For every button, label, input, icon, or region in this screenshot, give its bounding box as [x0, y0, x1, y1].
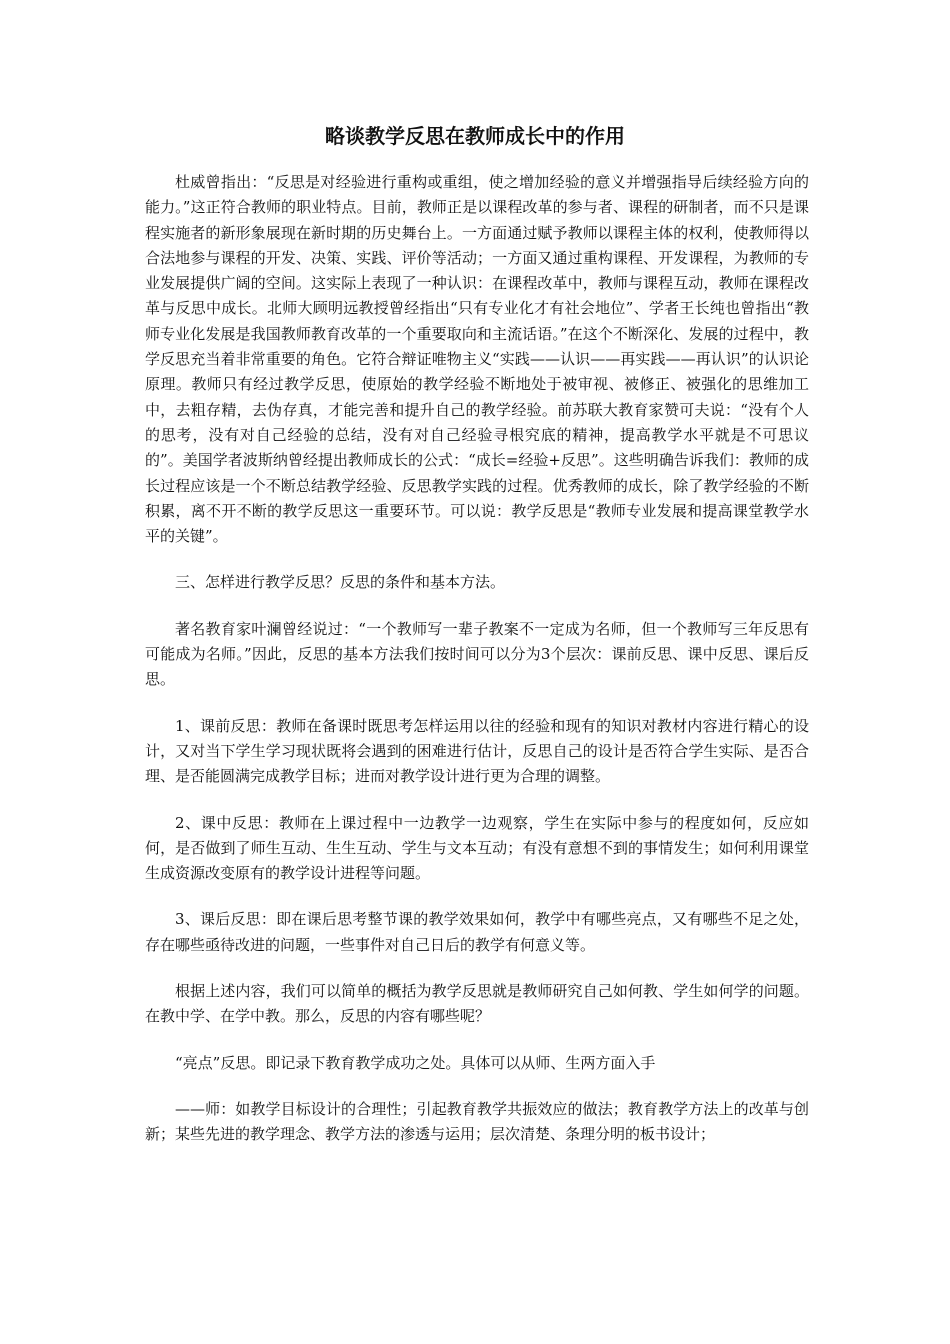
paragraph-intro: 杜威曾指出：“反思是对经验进行重构或重组，使之增加经验的意义并增强指导后续经验方向的能力。”这正符合教师的职业特点。目前，教师正是以课程改革的参与者、课程的研制者，而不只是课程实施者的新形象展现在新时期的历史舞台上。一方面通过赋予教师以课程主体的权利，使教师得以合法地参与课程的开发、决策、实践、评价等活动；一方面又通过重构课程、开发课程，为教师的专业发展提供广阔的空间。这实际上表现了一种认识：在课程改革中，教师与课程互动，教师在课程改革与反思中成长。北师大顾明远教授曾经指出“只有专业化才有社会地位”、学者王长纯也曾指出“教师专业化发展是我国教师教育改革的一个重要取向和主流话语。”在这个不断深化、发展的过程中，教学反思充当着非常重要的角色。它符合辩证唯物主义“实践——认识——再实践——再认识”的认识论原理。教师只有经过教学反思，使原始的教学经验不断地处于被审视、被修正、被强化的思维加工中，去粗存精，去伪存真，才能完善和提升自己的教学经验。前苏联大教育家赞可夫说：“没有个人的思考，没有对自己经验的总结，没有对自己经验寻根究底的精神，提高教学水平就是不可思议的”。美国学者波斯纳曾经提出教师成长的公式：“成长=经验+反思”。这些明确告诉我们：教师的成长过程应该是一个不断总结教学经验、反思教学实践的过程。优秀教师的成长，除了教学经验的不断积累，离不开不断的教学反思这一重要环节。可以说：教学反思是“教师专业发展和提高课堂教学水平的关键”。 — [145, 173, 809, 546]
paragraph-highlight-reflection: “亮点”反思。即记录下教育教学成功之处。具体可以从师、生两方面入手 — [175, 1053, 656, 1072]
paragraph-section-heading: 三、怎样进行教学反思？反思的条件和基本方法。 — [175, 573, 506, 592]
paragraph-summary: 根据上述内容，我们可以简单的概括为教学反思就是教师研究自己如何教、学生如何学的问题。在教中学、在学中教。那么，反思的内容有哪些呢？ — [145, 982, 809, 1026]
document-title: 略谈教学反思在教师成长中的作用 — [325, 124, 625, 148]
document-body — [145, 170, 809, 1148]
paragraph-in-class-reflection: 2、课中反思：教师在上课过程中一边教学一边观察，学生在实际中参与的程度如何，反应如何，是否做到了师生互动、生生互动、学生与文本互动；有没有意想不到的事情发生；如何利用课堂生成资源改变原有的教学设计进程等问题。 — [145, 813, 809, 883]
paragraph-ye-lan-quote: 著名教育家叶澜曾经说过：“一个教师写一辈子教案不一定成为名师，但一个教师写三年反思有可能成为名师。”因此，反思的基本方法我们按时间可以分为3个层次：课前反思、课中反思、课后反思。 — [145, 619, 809, 689]
paragraph-post-class-reflection: 3、课后反思：即在课后思考整节课的教学效果如何，教学中有哪些亮点，又有哪些不足之处，存在哪些亟待改进的问题，一些事件对自己日后的教学有何意义等。 — [145, 910, 809, 954]
paragraph-pre-class-reflection: 1、课前反思：教师在备课时既思考怎样运用以往的经验和现有的知识对教材内容进行精心的设计，又对当下学生学习现状既将会遇到的困难进行估计，反思自己的设计是否符合学生实际、是否合理、是否能圆满完成教学目标；进而对教学设计进行更为合理的调整。 — [145, 716, 809, 786]
paragraph-teacher-aspect: ——师：如教学目标设计的合理性；引起教育教学共振效应的做法；教育教学方法上的改革与创新；某些先进的教学理念、教学方法的渗透与运用；层次清楚、条理分明的板书设计； — [145, 1099, 809, 1144]
